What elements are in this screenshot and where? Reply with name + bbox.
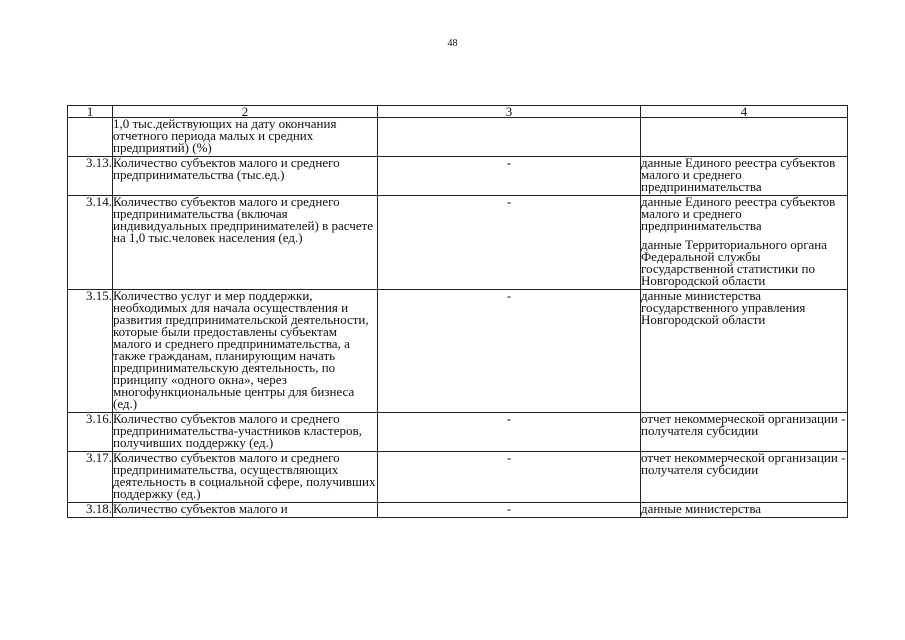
row-number: 3.18. bbox=[68, 503, 113, 518]
data-source bbox=[641, 452, 848, 503]
indicator-value: - bbox=[378, 157, 641, 196]
table-row bbox=[68, 290, 848, 413]
indicator-value: - bbox=[378, 503, 641, 518]
data-source bbox=[641, 503, 848, 518]
indicator-value: - bbox=[378, 413, 641, 452]
data-source-text: отчет некоммерческой организации - получателя субсидии bbox=[641, 450, 846, 477]
data-source-text: данные министерства государственного управления Новгородской области bbox=[641, 288, 806, 327]
row-number: 3.17. bbox=[68, 452, 113, 503]
header-cell-3: 3 bbox=[378, 106, 641, 118]
header-cell-4: 4 bbox=[641, 106, 848, 118]
indicator-name: Количество субъектов малого и среднего предпринимательства (тыс.ед.) bbox=[113, 157, 378, 196]
row-number: 3.15. bbox=[68, 290, 113, 413]
data-source bbox=[641, 196, 848, 290]
indicator-value: - bbox=[378, 290, 641, 413]
indicator-value bbox=[378, 118, 641, 157]
data-source-text: отчет некоммерческой организации - получателя субсидии bbox=[641, 411, 846, 438]
row-number: 3.14. bbox=[68, 196, 113, 290]
indicator-name: Количество субъектов малого и среднего предпринимательства, осуществляющих деятельность в социальной сфере, получивших поддержку (ед.) bbox=[113, 452, 378, 503]
indicator-name: Количество субъектов малого и среднего предпринимательства (включая индивидуальных предпринимателей) в расчете на 1,0 тыс.человек населения (ед.) bbox=[113, 196, 378, 290]
table-row bbox=[68, 413, 848, 452]
data-source bbox=[641, 157, 848, 196]
table-row bbox=[68, 157, 848, 196]
data-source-text: данные Территориального органа Федеральной службы государственной статистики по Новгородской области bbox=[641, 237, 828, 288]
page-number: 48 bbox=[447, 38, 458, 49]
table-row bbox=[68, 118, 848, 157]
row-number: 3.13. bbox=[68, 157, 113, 196]
table-row bbox=[68, 196, 848, 290]
data-source bbox=[641, 290, 848, 413]
data-source-text: данные Единого реестра субъектов малого и среднего предпринимательства bbox=[641, 155, 836, 194]
indicator-value: - bbox=[378, 452, 641, 503]
indicator-name: Количество субъектов малого и среднего предпринимательства-участников кластеров, получивших поддержку (ед.) bbox=[113, 413, 378, 452]
header-cell-2: 2 bbox=[113, 106, 378, 118]
indicator-value: - bbox=[378, 196, 641, 290]
indicator-name: Количество услуг и мер поддержки, необходимых для начала осуществления и развития предпринимательской деятельности, которые были предоставлены субъектам малого и среднего предпринимательства, а также гражданам, планирующим начать предпринимательскую деятельность, по принципу «одного окна», через многофункциональные центры для бизнеса (ед.) bbox=[113, 290, 378, 413]
header-cell-1: 1 bbox=[68, 106, 113, 118]
data-source-text: данные Единого реестра субъектов малого и среднего предпринимательства bbox=[641, 194, 836, 233]
data-source-text: данные министерства bbox=[641, 501, 762, 516]
table-row bbox=[68, 503, 848, 518]
indicator-name: Количество субъектов малого и bbox=[113, 503, 378, 518]
table-body bbox=[68, 106, 848, 518]
table-row bbox=[68, 452, 848, 503]
row-number: 3.16. bbox=[68, 413, 113, 452]
data-source bbox=[641, 413, 848, 452]
indicator-name: 1,0 тыс.действующих на дату окончания отчетного периода малых и средних предприятий) (%) bbox=[113, 118, 378, 157]
indicators-table bbox=[67, 105, 848, 518]
row-number bbox=[68, 118, 113, 157]
data-source bbox=[641, 118, 848, 157]
